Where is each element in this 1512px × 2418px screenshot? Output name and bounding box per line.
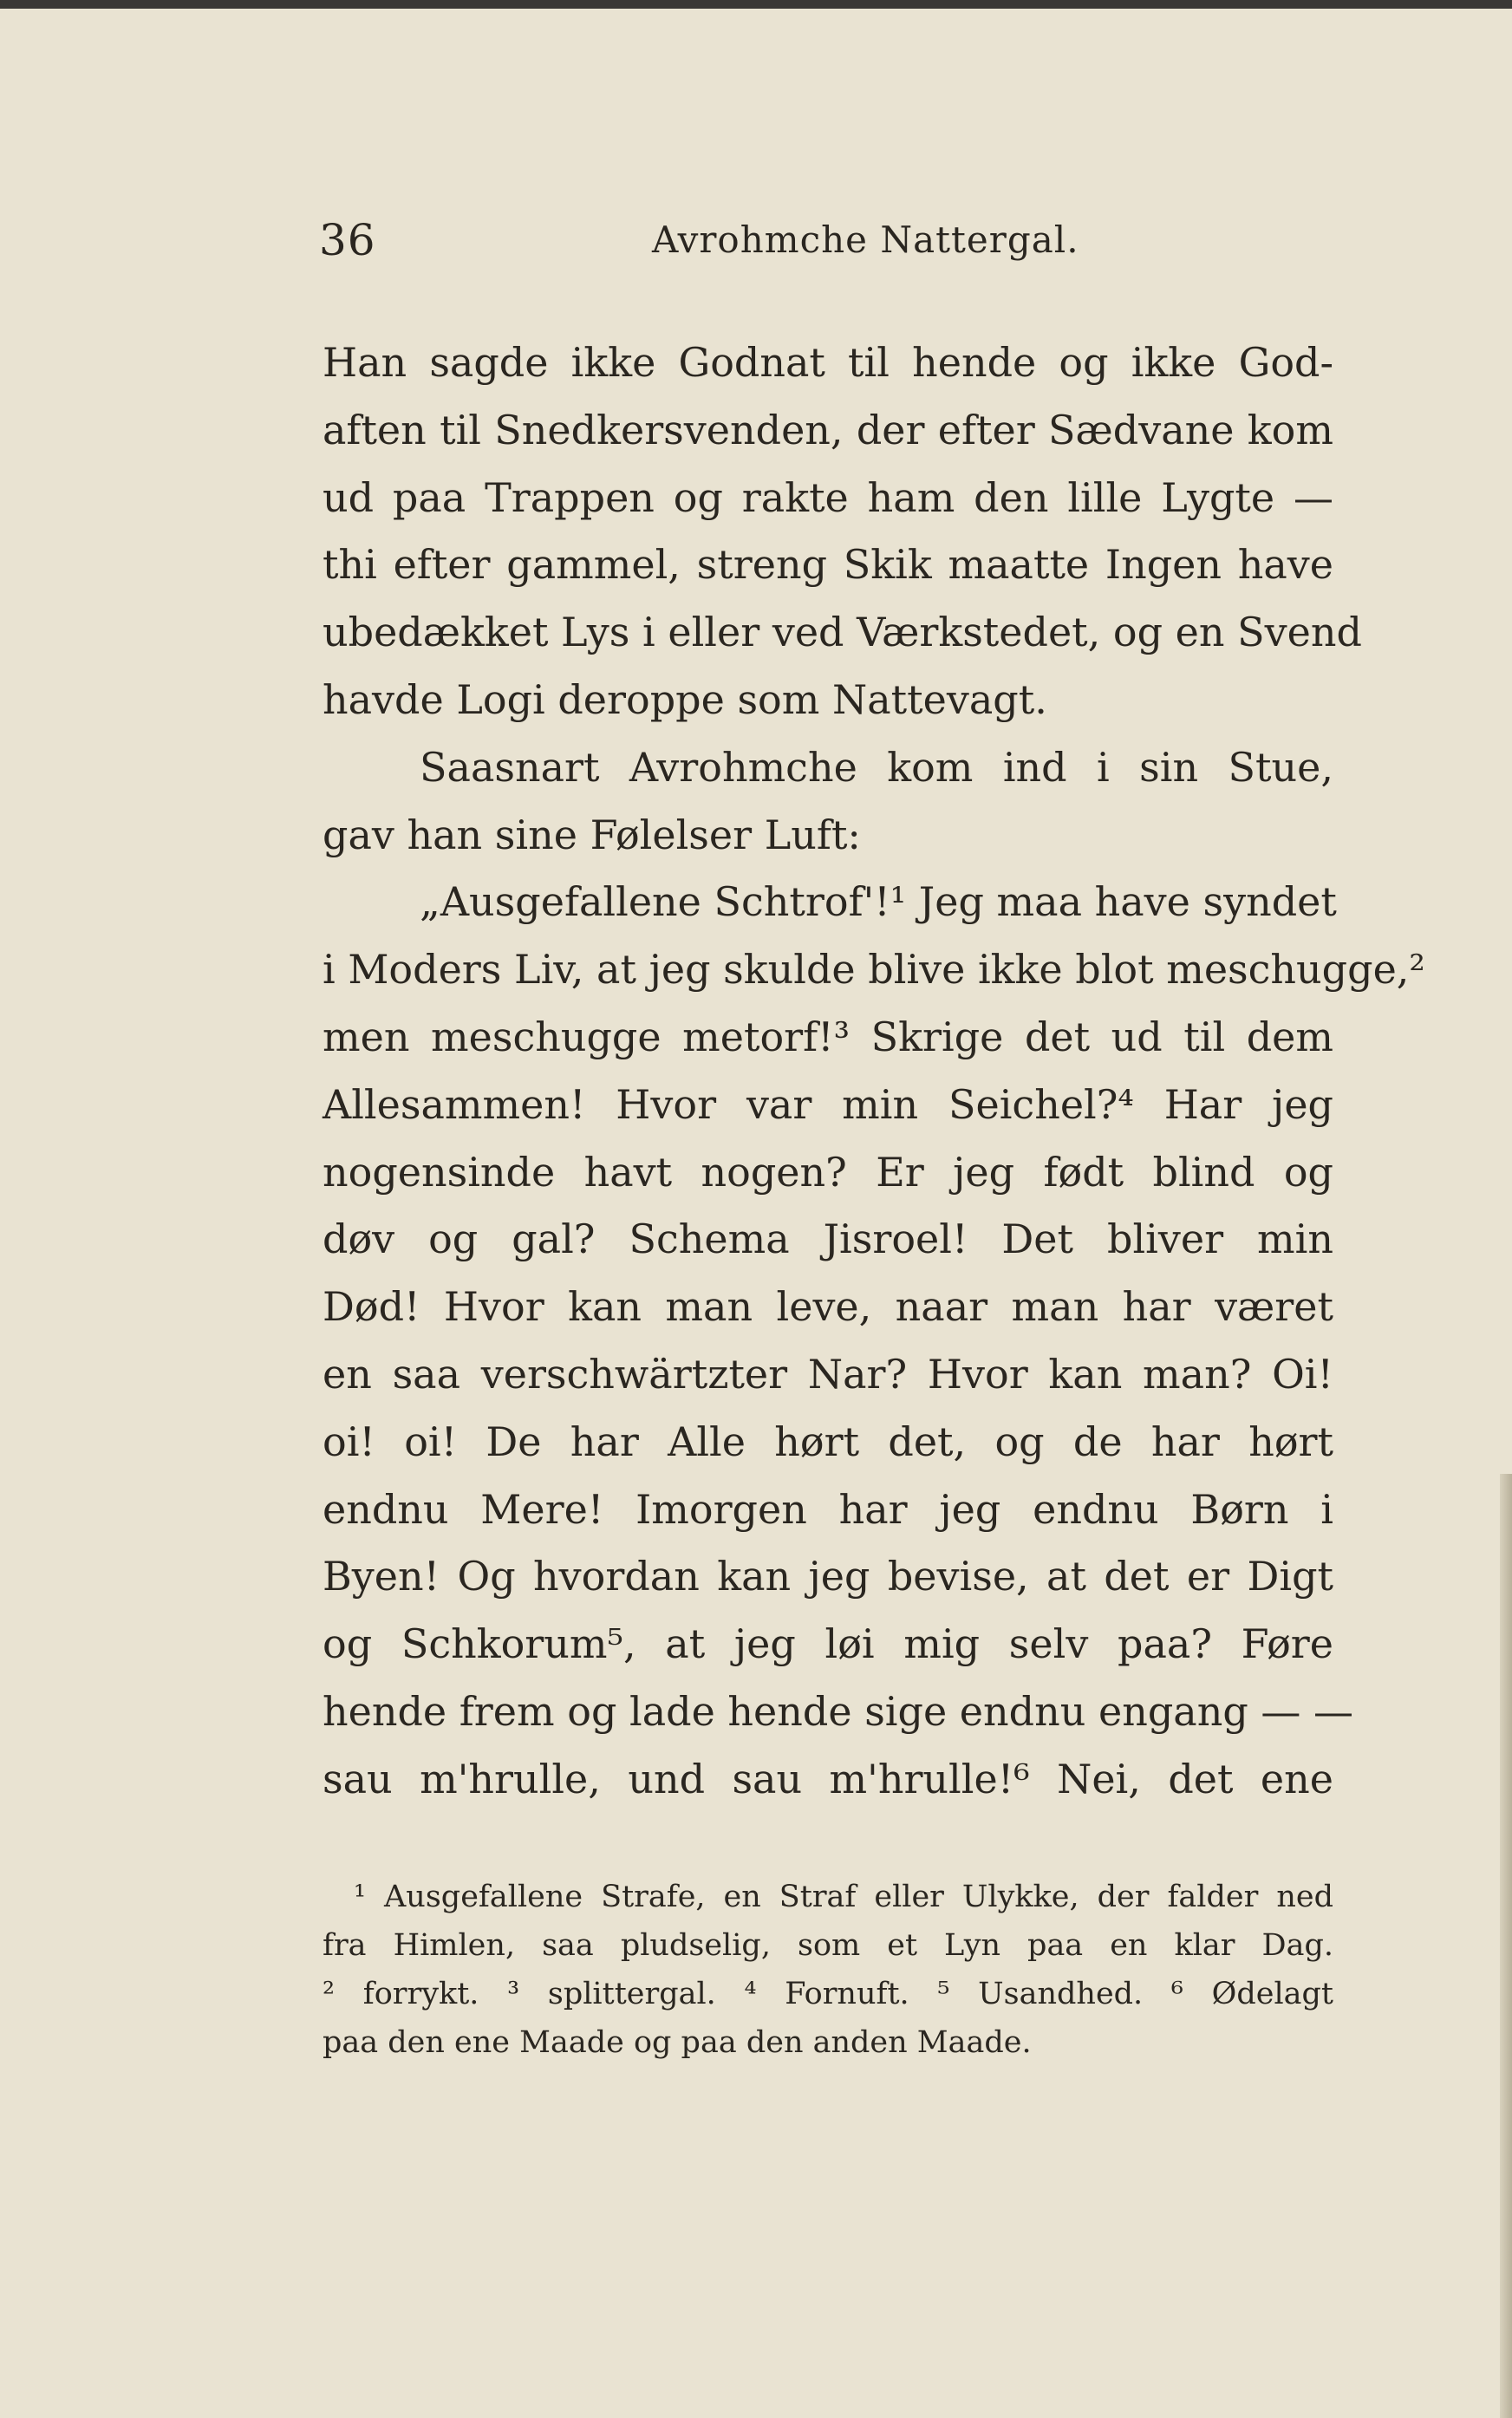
text-line: i Moders Liv, at jeg skulde blive ikke blot meschugge,² <box>323 946 1425 994</box>
page-right-edge <box>1500 1474 1512 2418</box>
text-line: thi efter gammel, streng Skik maatte Ingen have <box>323 541 1333 589</box>
text-line: havde Logi deroppe som Nattevagt. <box>323 675 1047 723</box>
text-line: men meschugge metorf!³ Skrige det ud til dem <box>323 1013 1333 1060</box>
text-line: „Ausgefallene Schtrof'!¹ Jeg maa have syndet <box>420 878 1337 926</box>
text-line: Død! Hvor kan man leve, naar man har været <box>323 1283 1333 1331</box>
text-line: hende frem og lade hende sige endnu engang — — <box>323 1687 1354 1735</box>
text-line: ud paa Trappen og rakte ham den lille Lygte — <box>323 473 1333 521</box>
footnote-line: paa den ene Maade og paa den anden Maade. <box>323 2025 1032 2060</box>
text-line: ubedækket Lys i eller ved Værkstedet, og en Svend <box>323 609 1362 656</box>
footnote-line: ² forrykt. ³ splittergal. ⁴ Fornuft. ⁵ Usandhed. ⁶ Ødelagt <box>323 1977 1333 2011</box>
text-line: nogensinde havt nogen? Er jeg født blind og <box>323 1148 1333 1196</box>
text-line: oi! oi! De har Alle hørt det, og de har hørt <box>323 1418 1333 1465</box>
text-line: og Schkorum⁵, at jeg løi mig selv paa? Føre <box>323 1620 1333 1668</box>
text-line: en saa verschwärtzter Nar? Hvor kan man? Oi! <box>323 1350 1333 1398</box>
text-line: endnu Mere! Imorgen har jeg endnu Børn i <box>323 1485 1333 1533</box>
text-line: Saasnart Avrohmche kom ind i sin Stue, <box>420 743 1333 791</box>
running-head: Avrohmche Nattergal. <box>652 218 1079 261</box>
footnotes <box>323 1873 1333 2067</box>
body-text <box>323 329 1425 1814</box>
text-line: Han sagde ikke Godnat til hende og ikke God- <box>323 339 1333 386</box>
text-line: gav han sine Følelser Luft: <box>323 811 861 858</box>
page-top-edge <box>0 0 1512 9</box>
text-line: Allesammen! Hvor var min Seichel?⁴ Har jeg <box>323 1080 1333 1128</box>
text-line: aften til Snedkersvenden, der efter Sædvane kom <box>323 406 1333 453</box>
page-number: 36 <box>319 215 376 265</box>
text-line: sau m'hrulle, und sau m'hrulle!⁶ Nei, det ene <box>323 1755 1333 1802</box>
footnote-line: fra Himlen, saa pludselig, som et Lyn paa en klar Dag. <box>323 1928 1333 1963</box>
text-line: Byen! Og hvordan kan jeg bevise, at det er Digt <box>323 1553 1333 1600</box>
text-line: døv og gal? Schema Jisroel! Det bliver min <box>323 1216 1333 1263</box>
footnote-line: ¹ Ausgefallene Strafe, en Straf eller Ulykke, der falder ned <box>354 1880 1333 1914</box>
